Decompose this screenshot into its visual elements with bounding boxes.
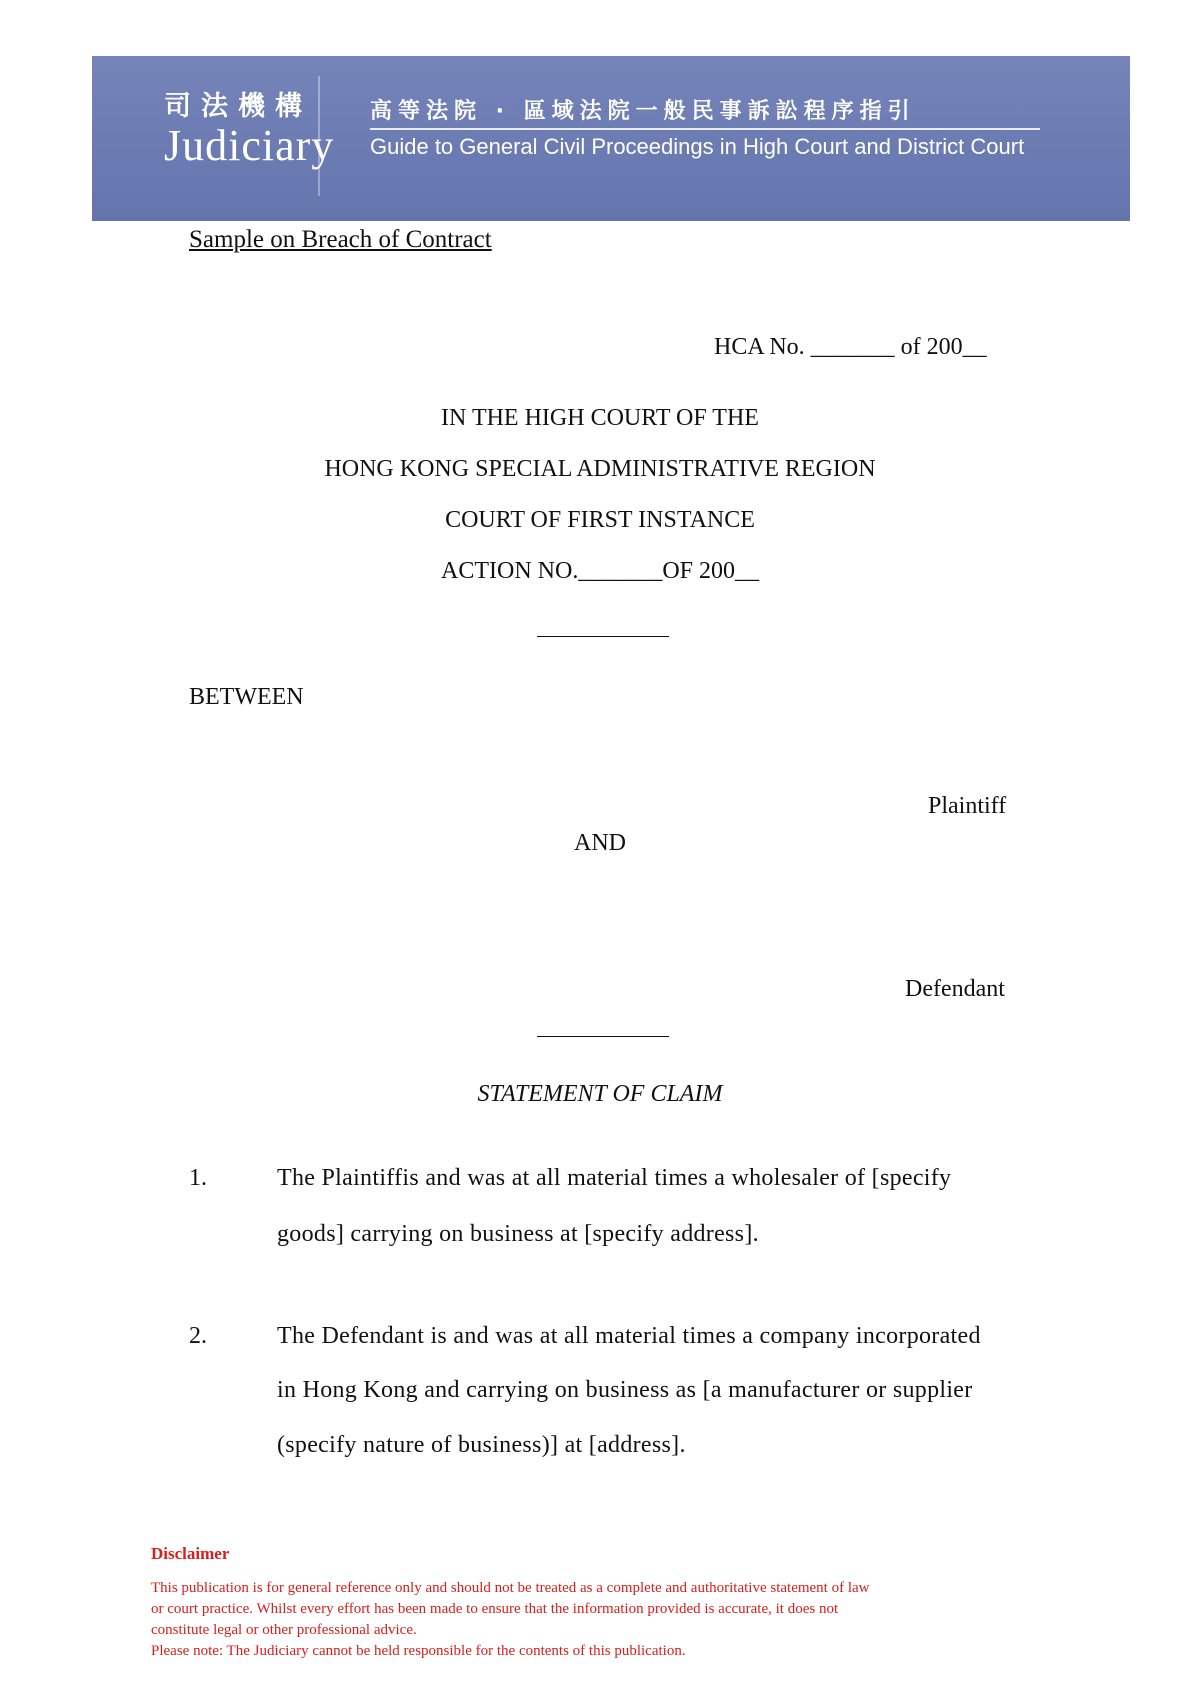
title-underline xyxy=(370,128,1040,130)
divider-rule-bottom xyxy=(537,1036,669,1037)
disclaimer-line-1: This publication is for general reference only and should not be treated as a complete and authoritative statement of law xyxy=(151,1580,870,1596)
defendant-label: Defendant xyxy=(905,976,1005,1002)
case-number: HCA No. _______ of 200__ xyxy=(714,334,987,360)
paragraph-2-line-2: in Hong Kong and carrying on business as [a manufacturer or supplier xyxy=(277,1377,973,1403)
plaintiff-label: Plaintiff xyxy=(928,793,1007,819)
paragraph-1-line-2: goods] carrying on business at [specify address]. xyxy=(277,1221,759,1247)
disclaimer-line-2: or court practice. Whilst every effort has been made to ensure that the information provided is accurate, it does not xyxy=(151,1601,839,1617)
sample-title: Sample on Breach of Contract xyxy=(189,226,492,253)
judiciary-logo-english: Judiciary xyxy=(164,121,335,170)
paragraph-1-line-1: The Plaintiffis and was at all material times a wholesaler of [specify xyxy=(277,1165,952,1191)
court-line-1: IN THE HIGH COURT OF THE xyxy=(441,405,759,431)
disclaimer-line-3: constitute legal or other professional advice. xyxy=(151,1622,417,1638)
statement-heading: STATEMENT OF CLAIM xyxy=(477,1081,723,1107)
disclaimer-line-4: Please note: The Judiciary cannot be held responsible for the contents of this publication. xyxy=(151,1643,686,1659)
logo-divider xyxy=(318,76,320,196)
and-label: AND xyxy=(574,830,626,856)
paragraph-2-line-3: (specify nature of business)] at [address]. xyxy=(277,1432,686,1458)
header-banner xyxy=(92,56,1130,221)
court-line-3: COURT OF FIRST INSTANCE xyxy=(445,507,755,533)
disclaimer-title: Disclaimer xyxy=(151,1544,230,1563)
guide-title-english: Guide to General Civil Proceedings in High Court and District Court xyxy=(370,134,1025,159)
guide-title-chinese: 高等法院 · 區域法院一般民事訴訟程序指引 xyxy=(370,99,916,124)
paragraph-1-number: 1. xyxy=(189,1165,207,1191)
judiciary-logo-chinese: 司法機構 xyxy=(164,91,312,122)
divider-rule-top xyxy=(537,636,669,637)
paragraph-2-number: 2. xyxy=(189,1323,207,1349)
court-line-2: HONG KONG SPECIAL ADMINISTRATIVE REGION xyxy=(324,456,876,482)
action-number: ACTION NO._______OF 200__ xyxy=(441,558,759,584)
paragraph-2-line-1: The Defendant is and was at all material times a company incorporated xyxy=(277,1323,981,1349)
between-label: BETWEEN xyxy=(189,684,304,710)
